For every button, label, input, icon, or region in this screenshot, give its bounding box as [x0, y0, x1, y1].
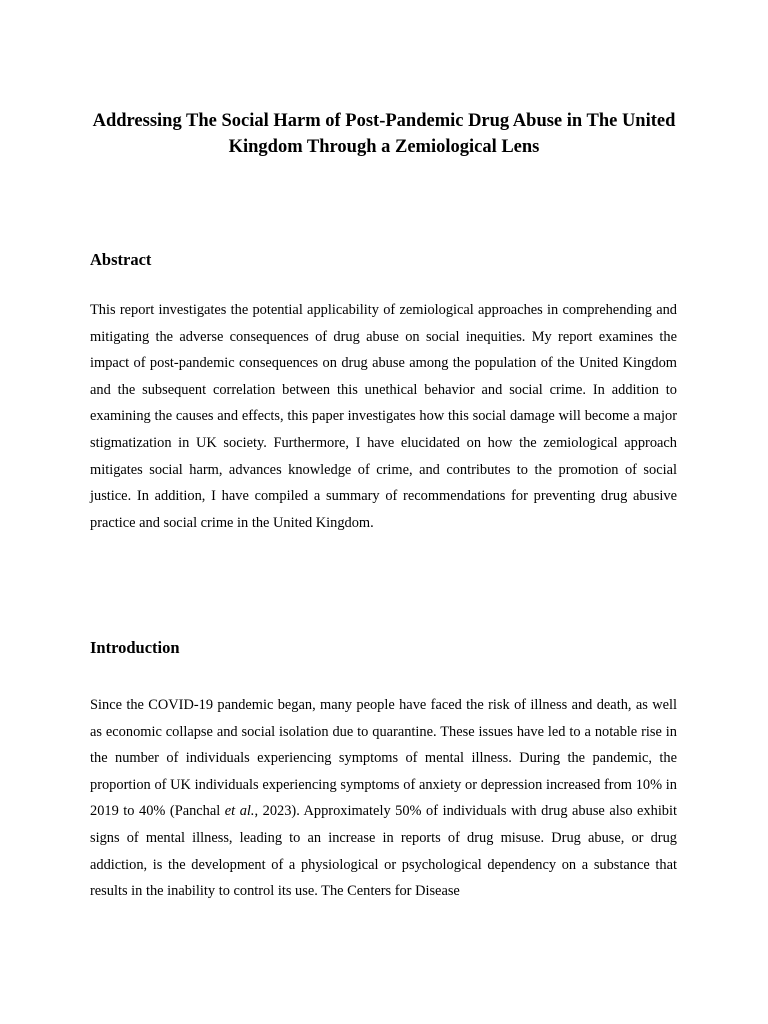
abstract-paragraph: This report investigates the potential applicability of zemiological approaches in comprehending and mitigating the adverse consequences of drug abuse on social inequities. My report examines the impact of post-pandemic consequences on drug abuse among the population of the United Kingdom and the subsequent correlation between this unethical behavior and social crime. In addition to examining the causes and effects, this paper investigates how this social damage will become a major stigmatization in UK society. Furthermore, I have elucidated on how the zemiological approach mitigates social harm, advances knowledge of crime, and contributes to the promotion of social justice. In addition, I have compiled a summary of recommendations for preventing drug abusive practice and social crime in the United Kingdom. [90, 302, 677, 531]
intro-text-after-citation: , 2023). Approximately 50% of individuals with drug abuse also exhibit signs of mental illness, leading to an increase in reports of drug misuse. Drug abuse, or drug addiction, is the development of a physiological or psychological dependency on a substance that results in the inability to control its use. The Centers for Disease [90, 803, 678, 900]
abstract-heading: Abstract [90, 250, 152, 269]
intro-text-before-citation: Since the COVID-19 pandemic began, many people have faced the risk of illness and death, as well as economic collapse and social isolation due to quarantine. These issues have led to a notable rise in the number of individuals experiencing symptoms of mental illness. During the pandemic, the proportion of UK individuals experiencing symptoms of anxiety or depression increased from 10% in 2019 to 40% (Panchal [90, 697, 677, 820]
citation-et-al: et al. [224, 803, 255, 820]
introduction-paragraph [90, 692, 677, 905]
document-title: Addressing The Social Harm of Post-Pandemic Drug Abuse in The United Kingdom Through a Zemiological Lens [92, 111, 676, 157]
introduction-heading: Introduction [90, 638, 180, 657]
